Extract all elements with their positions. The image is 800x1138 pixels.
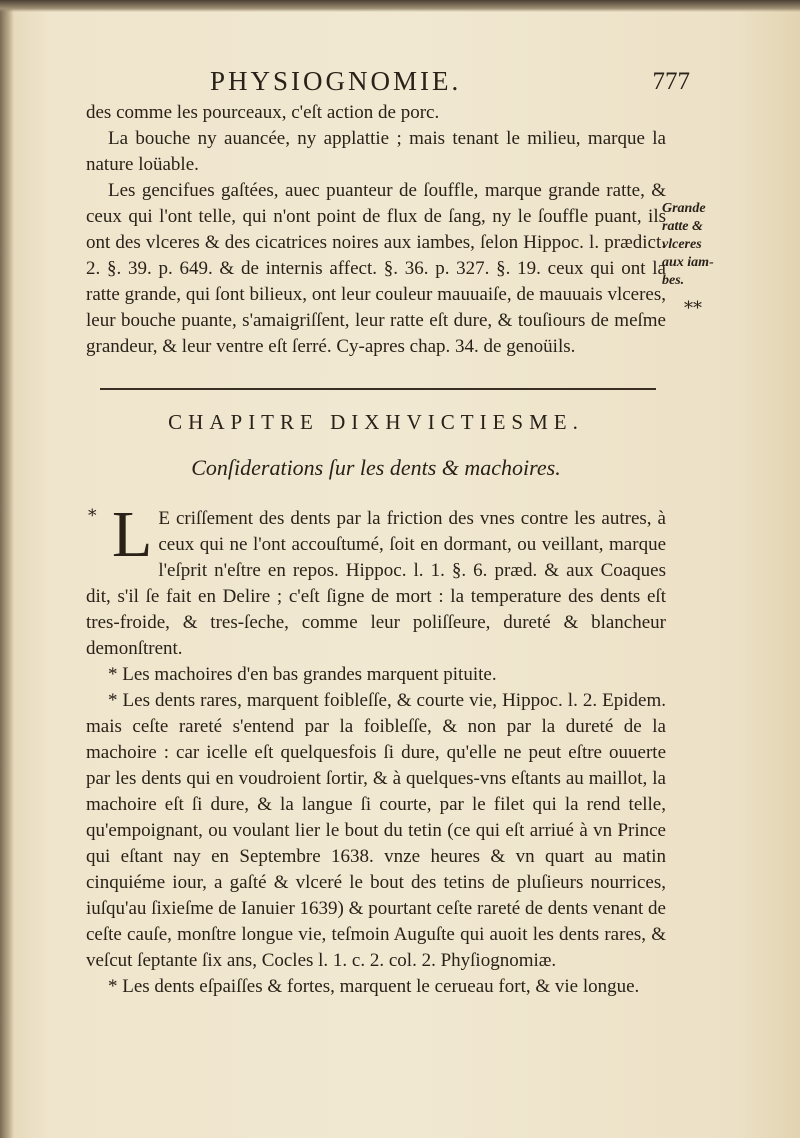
margin-note [662, 200, 740, 290]
running-head: PHYSIOGNOMIE. [210, 66, 462, 96]
page-header [210, 66, 690, 100]
margin-note-line: ratte & [662, 219, 703, 234]
first-paragraph-text: E criſſement des dents par la friction des vnes contre les autres, à ceux qui ne l'ont accouſtumé, ſoit en dormant, ou veillant, marque l'eſprit n'eſtre en repos. Hippoc. l. 1. §. 6. prӕd. & aux Coaques dit, s'il ſe fait en Delire ; c'eſt ſigne de mort : la temperature des dents eſt tres-froide, & tres-ſeche, comme leur poliſſeure, dureté & blancheur demonſtrent. [86, 508, 666, 659]
paragraph: La bouche ny auancée, ny applattie ; mais tenant le milieu, marque la nature loüable. [86, 128, 666, 175]
paragraph: * Les dents eſpaiſſes & fortes, marquent le cerueau fort, & vie longue. [108, 976, 640, 997]
section-1-text [86, 100, 666, 360]
paragraph: des comme les pourceaux, c'eſt action de porc. [86, 102, 440, 123]
book-spine-shadow [0, 0, 14, 1138]
section-divider [100, 388, 656, 390]
paragraph: * Les machoires d'en bas grandes marquent pituite. [108, 664, 497, 685]
paragraph: Les gencifues gaſtées, auec puanteur de ſouffle, marque grande ratte, & ceux qui l'ont telle, qui n'ont point de flux de ſang, ny le ſouffle puant, ils ont des vlceres & des cicatrices noires aux iambes, ſelon Hippoc. l. prædict. 2. §. 39. p. 649. & de internis affect. §. 36. p. 327. §. 19. ceux qui ont la ratte grande, qui ſont bilieux, ont leur couleur mauuaiſe, de mauuais vlceres, leur bouche puante, s'amaigriſſent, leur ratte eſt dure, & touſiours de meſme grandeur, & leur ventre eſt ſerré. Cy-apres chap. 34. de genoüils. [86, 180, 666, 357]
section-2-text [86, 498, 666, 1000]
drop-cap: L [112, 498, 153, 571]
first-paragraph [86, 498, 666, 662]
paragraph: * Les dents rares, marquent foibleſſe, & courte vie, Hippoc. l. 2. Epidem. mais ceſte rareté s'entend par la foibleſſe, & non par la dureté de la machoire : car icelle eſt quelquesfois ſi dure, qu'elle ne peut eſtre ouuerte par les dents qui en voudroient ſortir, & à quelques-vns eſtants au maillot, la machoire eſt ſi dure, & la langue ſi courte, par le filet qui la rend telle, qu'empoignant, ou voulant lier le bout du tetin (ce qui eſt arriué à vn Prince qui eſtant nay en Septembre 1638. vnze heures & vn quart au matin cinquiéme iour, a gaſté & vlceré le bout des tetins de pluſieurs nourrices, iuſqu'au ſixieſme de Ianuier 1639) & pourtant ceſte rareté de dents venant de ceſte cauſe, monſtre longue vie, teſmoin Auguſte qui auoit les dents rares, & veſcut ſeptante ſix ans, Cocles l. 1. c. 2. col. 2. Phyſiognomiӕ. [86, 690, 666, 971]
margin-note-line: Grande [662, 201, 706, 216]
page-number: 777 [652, 68, 690, 95]
margin-note-line: vlceres [662, 237, 702, 252]
page-top-edge [0, 0, 800, 12]
margin-note-line: aux iam- [662, 255, 714, 270]
margin-note-line: bes. [662, 273, 685, 288]
chapter-subtitle: Conſiderations ſur les dents & machoires. [191, 455, 561, 480]
lead-asterisk: * [88, 506, 97, 526]
margin-asterisk: ** [684, 298, 702, 319]
chapter-title: CHAPITRE DIXHVICTIESME. [168, 410, 584, 434]
